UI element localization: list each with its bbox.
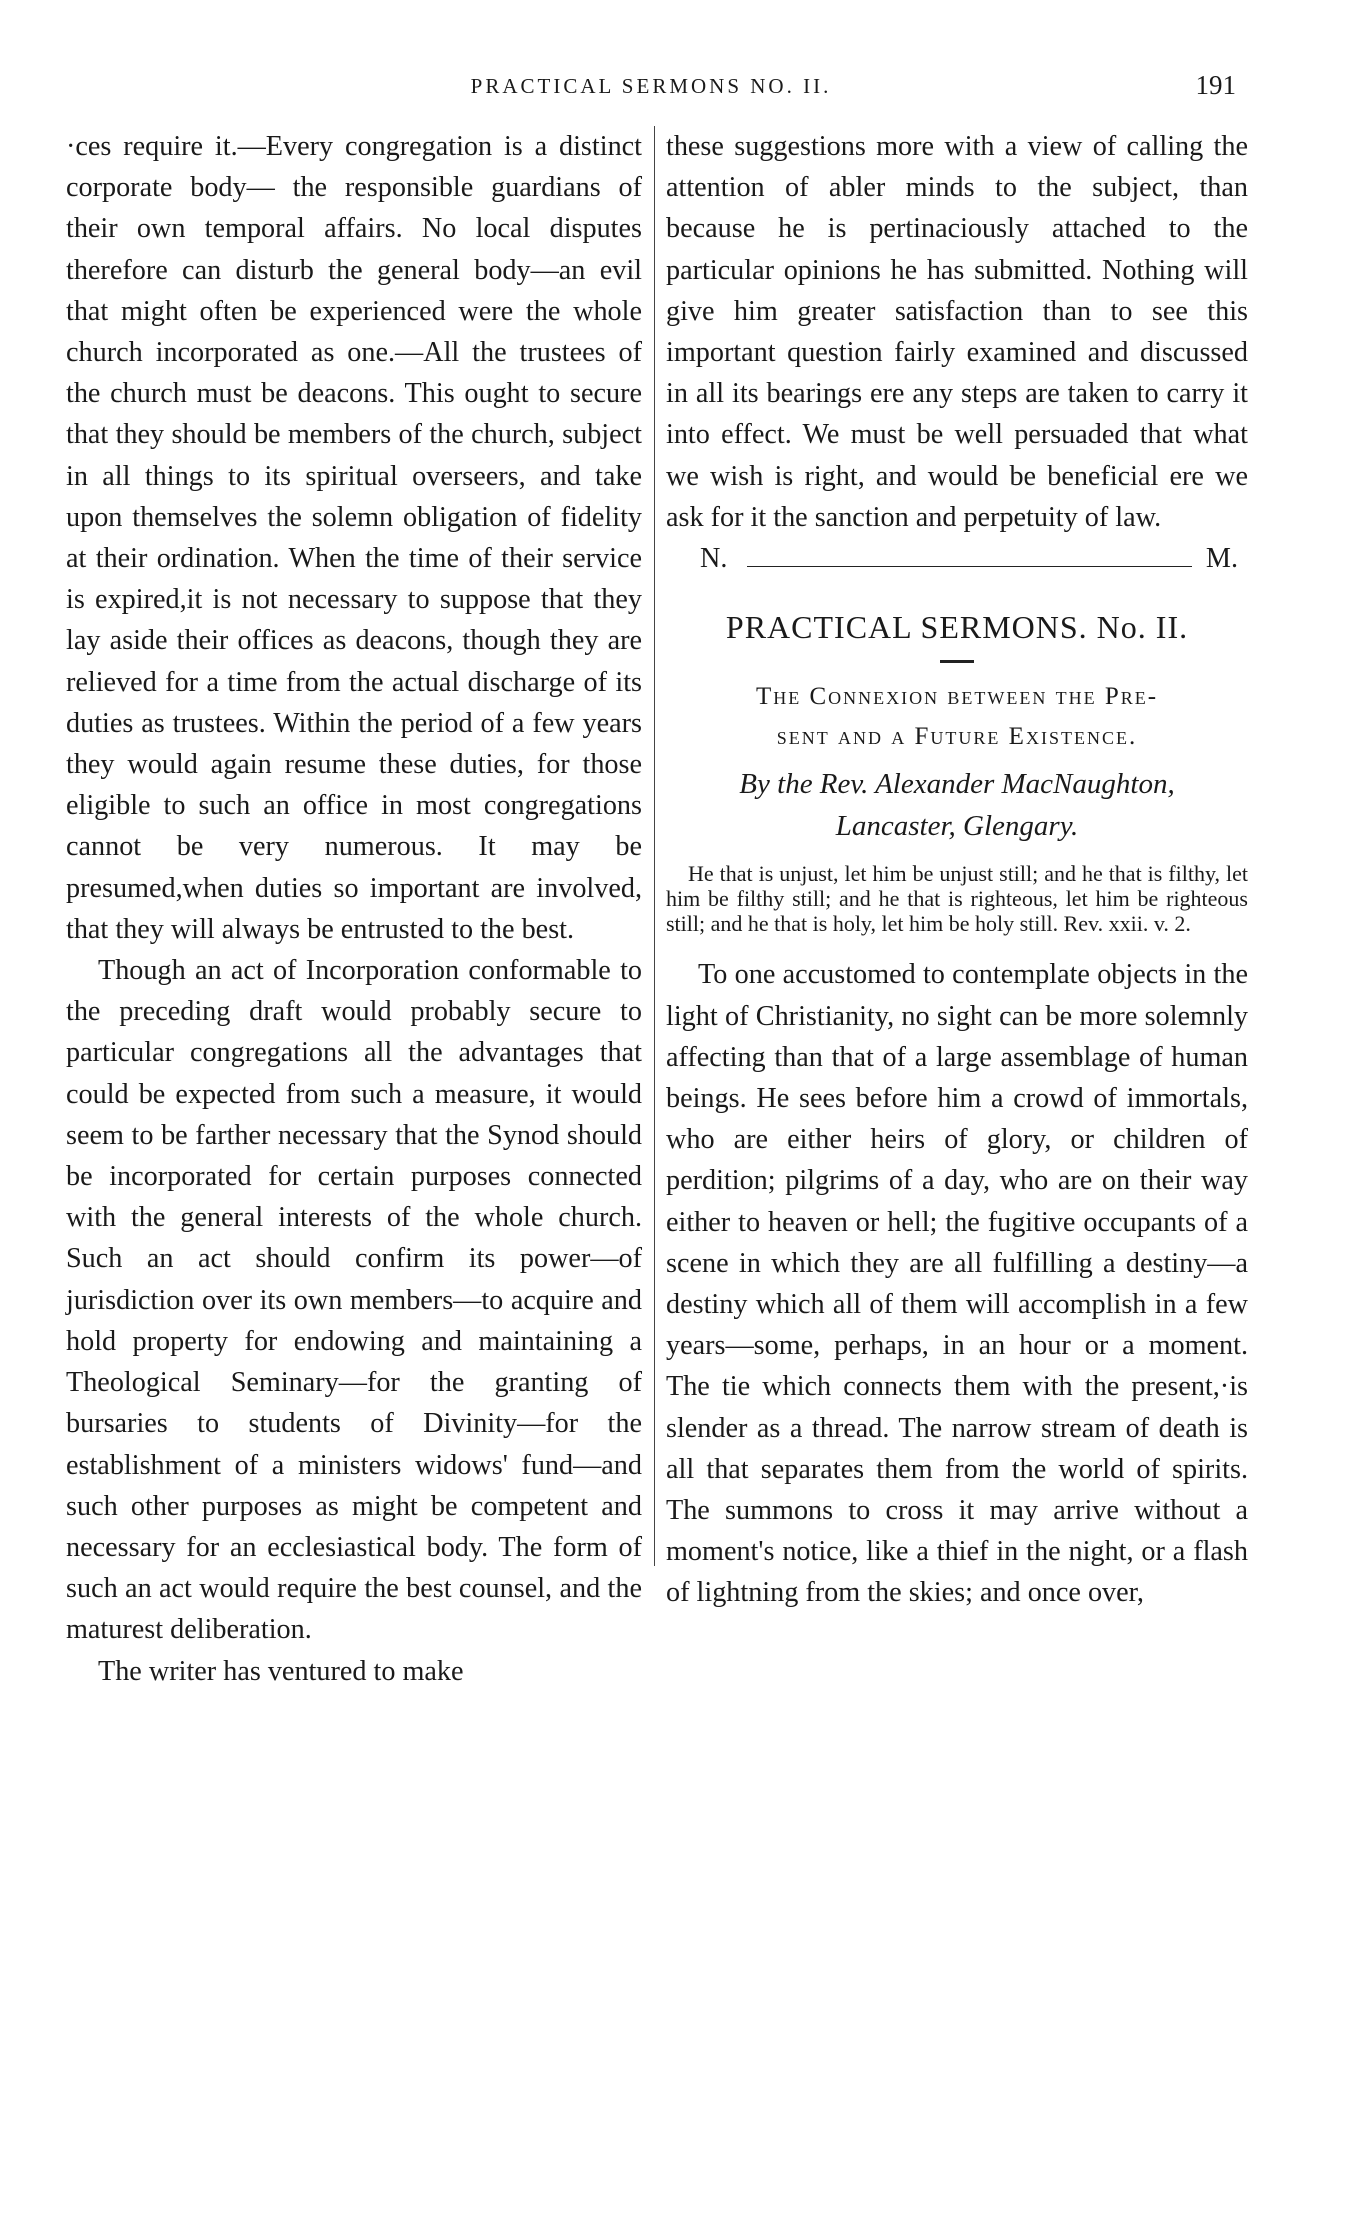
right-paragraph-1: these suggestions more with a view of calling the attention of abler minds to the subject, than because he is pertinaciously attached to the particular opinions he has submitted. Nothing will give him greater satisfaction than to see this important question fairly examined and discussed in all its bearings ere any steps are taken to carry it into effect. We must be well persuaded that what we wish is right, and would be beneficial ere we ask for it the sanction and perpetuity of law.	[666, 131, 1248, 533]
subtitle-line-1: The Connexion between the Pre-	[755, 683, 1159, 711]
heading-dash	[940, 660, 974, 663]
signature-initial-left: N.	[700, 543, 728, 575]
subtitle-line-2: sent and a Future Existence.	[776, 723, 1138, 751]
left-column	[66, 126, 642, 1692]
left-paragraph-3: The writer has ventured to make	[98, 1655, 464, 1687]
left-paragraph-2: Though an act of Incorporation conformable to the preceding draft would probably secure to particular congregations all the advantages that could be expected from such a measure, it would seem to be farther necessary that the Synod should be incorporated for certain purposes connected with the general interests of the whole church. Such an act should confirm its power—of jurisdiction over its own members—to acquire and hold property for endowing and maintaining a Theological Seminary—for the granting of bursaries to students of Divinity—for the establishment of a ministers widows' fund—and such other purposes as might be competent and necessary for an ecclesiastical body. The form of such an act would require the best counsel, and the maturest deliberation.	[66, 955, 642, 1646]
signature-initial-right: M.	[1205, 543, 1238, 575]
author-byline	[666, 763, 1248, 847]
signature-line	[666, 538, 1248, 579]
epigraph: He that is unjust, let him be unjust still; and he that is filthy, let him be filthy still; and he that is righteous, let him be righteous still; and he that is holy, let him be holy still. Rev. xxii. v. 2.	[666, 861, 1248, 937]
running-head	[66, 70, 1236, 106]
page-number: 191	[1195, 70, 1236, 100]
column-rule	[654, 126, 655, 1566]
section-heading: PRACTICAL SERMONS. No. II.	[725, 609, 1189, 646]
author-location: Lancaster, Glengary.	[835, 810, 1079, 843]
right-paragraph-2: To one accustomed to contemplate objects in the light of Christianity, no sight can be more solemnly affecting than that of a large assemblage of human beings. He sees before him a crowd of immortals, who are either heirs of glory, or children of perdition; pilgrims of a day, who are on their way either to heaven or hell; the fugitive occupants of a scene in which they are all fulfilling a destiny—a destiny which all of them will accomplish in a few years—some, perhaps, in an hour or a moment. The tie which connects them with the present,·is slender as a thread. The narrow stream of death is all that separates them from the world of spirits. The summons to cross it may arrive without a moment's notice, like a thief in the night, or a flash of lightning from the skies; and once over,	[666, 959, 1248, 1609]
author-name: By the Rev. Alexander MacNaughton,	[739, 768, 1175, 801]
left-paragraph-1: ·ces require it.—Every congregation is a distinct corporate body— the responsible guardians of their own temporal affairs. No local disputes therefore can disturb the general body—an evil that might often be experienced were the whole church incorporated as one.—All the trustees of the church must be deacons. This ought to secure that they should be members of the church, subject in all things to its spiritual overseers, and take upon themselves the solemn obligation of fidelity at their ordination. When the time of their service is expired,it is not necessary to suppose that they lay aside their offices as deacons, though they are relieved for a time from the actual discharge of its duties as trustees. Within the period of a few years they would again resume these duties, for those eligible to such an office in most congregations cannot be very numerous. It may be presumed,when duties so important are involved, that they will always be entrusted to the best.	[66, 131, 642, 945]
right-column	[666, 126, 1248, 1614]
running-title: PRACTICAL SERMONS NO. II.	[470, 74, 832, 98]
signature-rule	[747, 565, 1191, 567]
